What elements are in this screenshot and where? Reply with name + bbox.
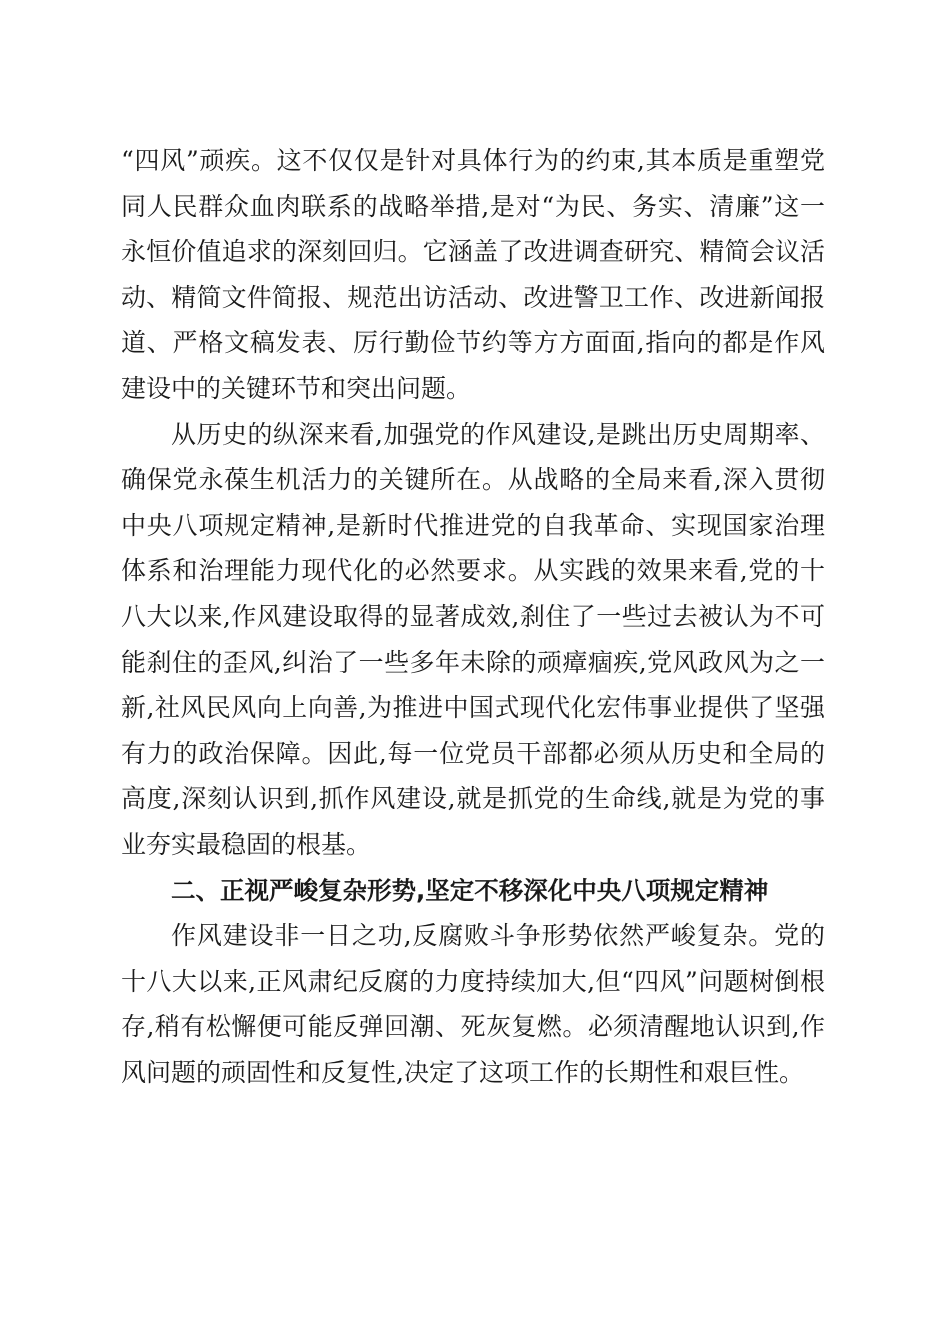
document-body	[121, 138, 825, 1095]
paragraph-history-perspective: 从历史的纵深来看,加强党的作风建设,是跳出历史周期率、确保党永葆生机活力的关键所在。从战略的全局来看,深入贯彻中央八项规定精神,是新时代推进党的自我革命、实现国家治理体系和治理能力现代化的必然要求。从实践的效果来看,党的十八大以来,作风建设取得的显著成效,刹住了一些过去被认为不可能刹住的歪风,纠治了一些多年未除的顽瘴痼疾,党风政风为之一新,社风民风向上向善,为推进中国式现代化宏伟事业提供了坚强有力的政治保障。因此,每一位党员干部都必须从历史和全局的高度,深刻认识到,抓作风建设,就是抓党的生命线,就是为党的事业夯实最稳固的根基。	[121, 419, 825, 859]
paragraph-situation: 作风建设非一日之功,反腐败斗争形势依然严峻复杂。党的十八大以来,正风肃纪反腐的力度持续加大,但“四风”问题树倒根存,稍有松懈便可能反弹回潮、死灰复燃。必须清醒地认识到,作风问题的顽固性和反复性,决定了这项工作的长期性和艰巨性。	[121, 921, 825, 1087]
section-heading: 二、正视严峻复杂形势,坚定不移深化中央八项规定精神	[171, 875, 769, 905]
paragraph-continuation: “四风”顽疾。这不仅仅是针对具体行为的约束,其本质是重塑党同人民群众血肉联系的战略举措,是对“为民、务实、清廉”这一永恒价值追求的深刻回归。它涵盖了改进调查研究、精简会议活动、精简文件简报、规范出访活动、改进警卫工作、改进新闻报道、严格文稿发表、厉行勤俭节约等方方面面,指向的都是作风建设中的关键环节和突出问题。	[121, 146, 825, 403]
